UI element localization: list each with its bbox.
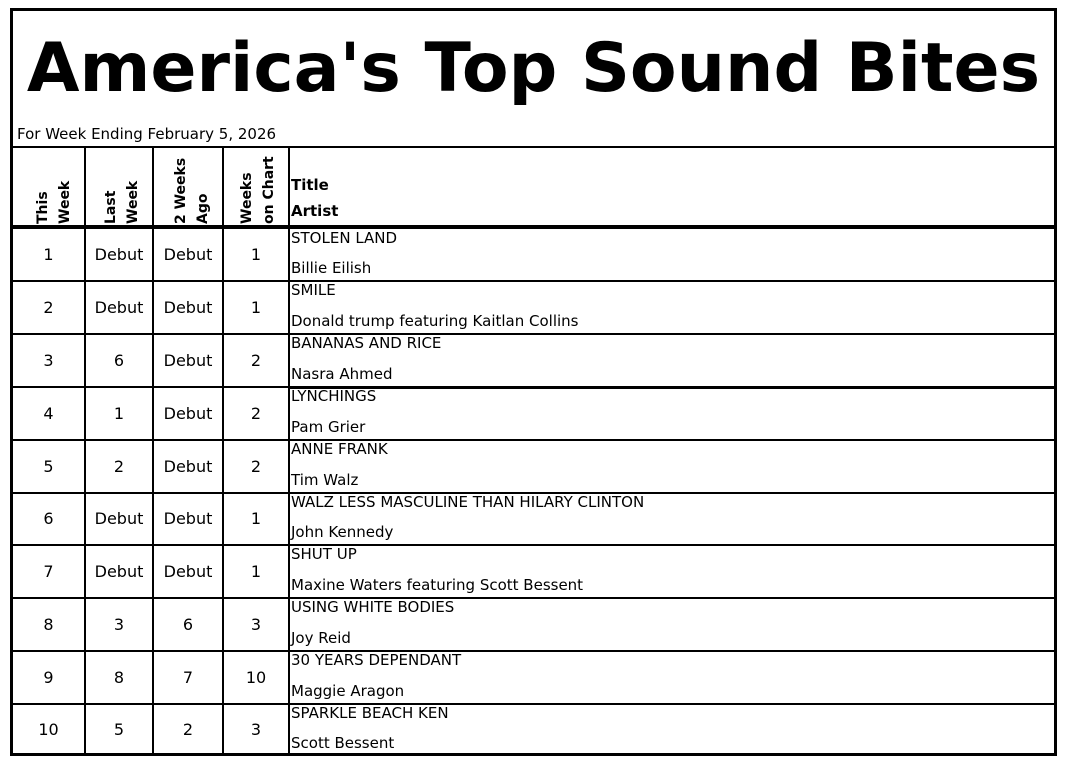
- cell-song-title: SHUT UP: [291, 545, 357, 563]
- cell-this-week: 9: [43, 668, 54, 687]
- row-divider: [288, 386, 1054, 389]
- cell-last-week: Debut: [94, 509, 144, 528]
- header-artist: Artist: [291, 202, 339, 220]
- row-divider: [13, 544, 1054, 546]
- row-divider: [13, 439, 1054, 441]
- cell-two-weeks: Debut: [163, 404, 213, 423]
- cell-this-week: 6: [43, 509, 54, 528]
- cell-two-weeks: Debut: [163, 298, 213, 317]
- cell-artist-name: Pam Grier: [291, 418, 366, 436]
- row-divider: [13, 650, 1054, 652]
- cell-song-title: USING WHITE BODIES: [291, 598, 455, 616]
- row-divider: [13, 280, 1054, 282]
- cell-last-week: 1: [113, 404, 125, 423]
- header-top-rule: [13, 146, 1054, 148]
- row-divider: [13, 597, 1054, 599]
- cell-two-weeks: 7: [182, 668, 194, 687]
- week-ending-label: For Week Ending February 5, 2026: [17, 125, 277, 143]
- cell-artist-name: Maggie Aragon: [291, 682, 405, 700]
- cell-song-title: SPARKLE BEACH KEN: [291, 704, 449, 722]
- cell-this-week: 5: [43, 457, 54, 476]
- cell-two-weeks: Debut: [163, 351, 213, 370]
- header-this-week-line2: Week: [57, 180, 73, 224]
- cell-last-week: 6: [113, 351, 125, 370]
- col-divider-4: [288, 147, 290, 756]
- cell-last-week: 8: [113, 668, 125, 687]
- header-this-week-line1: This: [35, 191, 51, 224]
- cell-artist-name: Scott Bessent: [291, 734, 395, 752]
- cell-two-weeks: Debut: [163, 457, 213, 476]
- cell-artist-name: Maxine Waters featuring Scott Bessent: [291, 576, 584, 594]
- cell-last-week: 5: [113, 720, 125, 739]
- header-weeks-on-line2: on Chart: [261, 156, 277, 224]
- header-weeks-on-line1: Weeks: [239, 172, 255, 224]
- cell-artist-name: John Kennedy: [291, 523, 394, 541]
- cell-artist-name: Tim Walz: [291, 471, 359, 489]
- col-divider-2: [152, 147, 154, 756]
- cell-song-title: SMILE: [291, 281, 336, 299]
- cell-artist-name: Nasra Ahmed: [291, 365, 393, 383]
- cell-this-week: 7: [43, 562, 54, 581]
- cell-weeks-on: 2: [250, 457, 262, 476]
- row-divider: [13, 703, 1054, 705]
- cell-this-week: 10: [38, 720, 59, 739]
- cell-artist-name: Donald trump featuring Kaitlan Collins: [291, 312, 579, 330]
- cell-last-week: Debut: [94, 562, 144, 581]
- cell-weeks-on: 1: [250, 509, 262, 528]
- cell-song-title: WALZ LESS MASCULINE THAN HILARY CLINTON: [291, 493, 645, 511]
- cell-artist-name: Billie Eilish: [291, 259, 372, 277]
- cell-weeks-on: 3: [250, 720, 262, 739]
- cell-two-weeks: Debut: [163, 562, 213, 581]
- cell-weeks-on: 10: [245, 668, 267, 687]
- cell-this-week: 2: [43, 298, 54, 317]
- header-title: Title: [291, 176, 329, 194]
- col-divider-1: [84, 147, 86, 756]
- cell-artist-name: Joy Reid: [291, 629, 351, 647]
- col-divider-3: [222, 147, 224, 756]
- cell-last-week: Debut: [94, 298, 144, 317]
- cell-weeks-on: 1: [250, 245, 262, 264]
- cell-two-weeks: 2: [182, 720, 194, 739]
- chart-sheet: [10, 8, 1057, 756]
- cell-last-week: 3: [113, 615, 125, 634]
- cell-this-week: 8: [43, 615, 54, 634]
- row-divider: [13, 333, 1054, 335]
- cell-song-title: STOLEN LAND: [291, 229, 398, 247]
- cell-two-weeks: Debut: [163, 245, 213, 264]
- cell-this-week: 1: [43, 245, 54, 264]
- cell-this-week: 4: [43, 404, 54, 423]
- cell-song-title: ANNE FRANK: [291, 440, 388, 458]
- header-bottom-rule: [13, 225, 1054, 229]
- cell-song-title: BANANAS AND RICE: [291, 334, 442, 352]
- cell-last-week: Debut: [94, 245, 144, 264]
- header-two-weeks-line1: 2 Weeks: [173, 157, 189, 224]
- cell-last-week: 2: [113, 457, 125, 476]
- cell-song-title: 30 YEARS DEPENDANT: [291, 651, 462, 669]
- cell-weeks-on: 2: [250, 351, 262, 370]
- cell-weeks-on: 1: [250, 298, 262, 317]
- header-last-week-line1: Last: [103, 190, 119, 224]
- header-last-week-line2: Week: [125, 180, 141, 224]
- cell-two-weeks: Debut: [163, 509, 213, 528]
- cell-weeks-on: 3: [250, 615, 262, 634]
- cell-weeks-on: 2: [250, 404, 262, 423]
- cell-weeks-on: 1: [250, 562, 262, 581]
- header-two-weeks-line2: Ago: [195, 193, 211, 224]
- page-title: America's Top Sound Bites: [26, 29, 1041, 108]
- cell-this-week: 3: [43, 351, 54, 370]
- row-divider: [13, 386, 288, 388]
- cell-song-title: LYNCHINGS: [291, 387, 377, 405]
- cell-two-weeks: 6: [182, 615, 194, 634]
